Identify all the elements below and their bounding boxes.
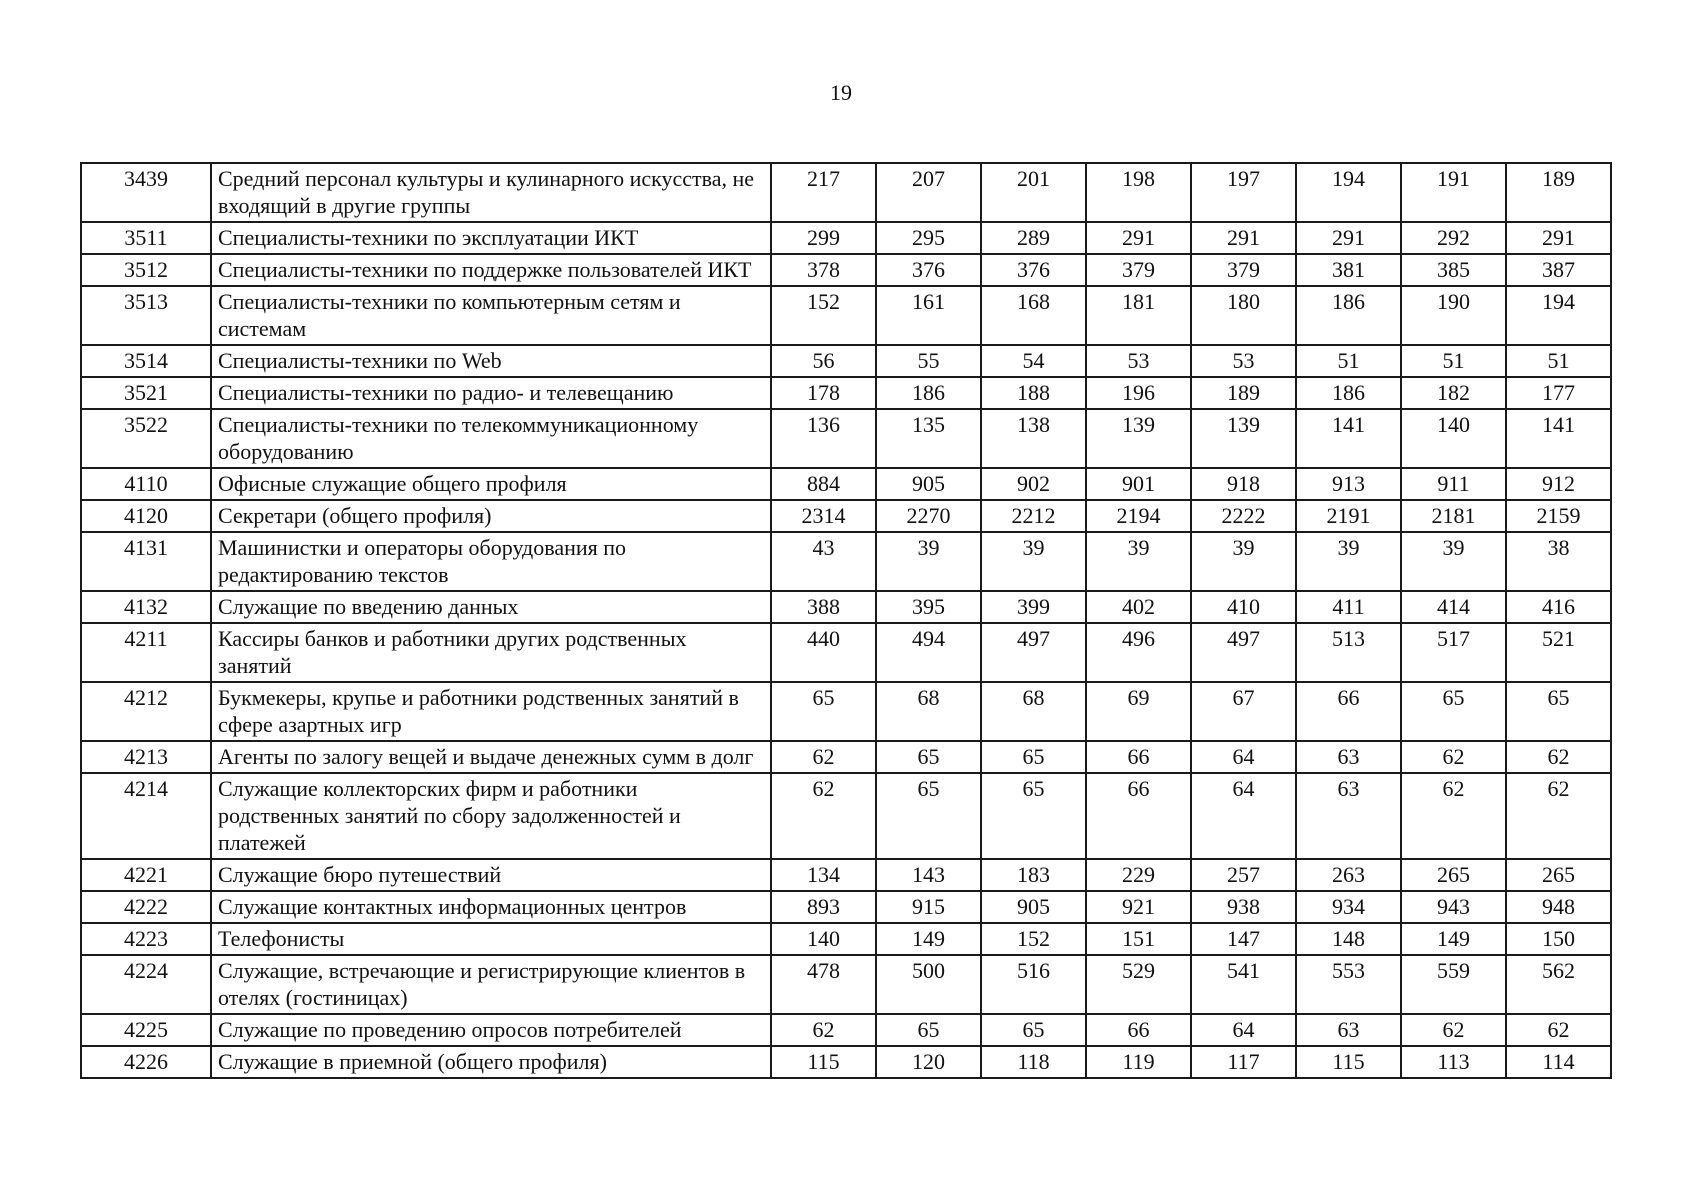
value-cell: 190 [1401, 286, 1506, 345]
occupation-name-cell: Специалисты-техники по эксплуатации ИКТ [211, 222, 771, 254]
value-cell: 194 [1506, 286, 1611, 345]
value-cell: 56 [771, 345, 876, 377]
value-cell: 114 [1506, 1046, 1611, 1078]
occupation-code-cell: 4223 [81, 923, 211, 955]
occupation-code-cell: 3514 [81, 345, 211, 377]
table-row [81, 591, 1611, 623]
table-row [81, 741, 1611, 773]
value-cell: 55 [876, 345, 981, 377]
occupation-name-cell: Кассиры банков и работники других родственных занятий [211, 623, 771, 682]
table-row [81, 955, 1611, 1014]
occupation-code-cell: 4221 [81, 859, 211, 891]
occupation-name-cell: Телефонисты [211, 923, 771, 955]
occupation-code-cell: 4226 [81, 1046, 211, 1078]
value-cell: 901 [1086, 468, 1191, 500]
occupation-name-cell: Агенты по залогу вещей и выдаче денежных сумм в долг [211, 741, 771, 773]
value-cell: 196 [1086, 377, 1191, 409]
value-cell: 905 [981, 891, 1086, 923]
value-cell: 63 [1296, 741, 1401, 773]
value-cell: 65 [876, 741, 981, 773]
occupation-code-cell: 4211 [81, 623, 211, 682]
value-cell: 141 [1506, 409, 1611, 468]
value-cell: 186 [876, 377, 981, 409]
value-cell: 913 [1296, 468, 1401, 500]
value-cell: 494 [876, 623, 981, 682]
value-cell: 140 [771, 923, 876, 955]
value-cell: 51 [1401, 345, 1506, 377]
value-cell: 186 [1296, 286, 1401, 345]
table-row [81, 286, 1611, 345]
value-cell: 62 [1506, 741, 1611, 773]
table-row [81, 163, 1611, 222]
value-cell: 379 [1086, 254, 1191, 286]
value-cell: 516 [981, 955, 1086, 1014]
value-cell: 120 [876, 1046, 981, 1078]
value-cell: 2314 [771, 500, 876, 532]
value-cell: 68 [981, 682, 1086, 741]
value-cell: 53 [1191, 345, 1296, 377]
value-cell: 291 [1506, 222, 1611, 254]
value-cell: 217 [771, 163, 876, 222]
value-cell: 263 [1296, 859, 1401, 891]
value-cell: 115 [771, 1046, 876, 1078]
value-cell: 2181 [1401, 500, 1506, 532]
value-cell: 2222 [1191, 500, 1296, 532]
occupation-code-cell: 4120 [81, 500, 211, 532]
value-cell: 291 [1191, 222, 1296, 254]
value-cell: 378 [771, 254, 876, 286]
table-row [81, 254, 1611, 286]
table-row [81, 1046, 1611, 1078]
value-cell: 191 [1401, 163, 1506, 222]
value-cell: 938 [1191, 891, 1296, 923]
value-cell: 905 [876, 468, 981, 500]
value-cell: 138 [981, 409, 1086, 468]
occupation-code-cell: 4213 [81, 741, 211, 773]
occupation-code-cell: 4225 [81, 1014, 211, 1046]
value-cell: 295 [876, 222, 981, 254]
occupation-code-cell: 4131 [81, 532, 211, 591]
value-cell: 376 [876, 254, 981, 286]
occupation-name-cell: Средний персонал культуры и кулинарного искусства, не входящий в другие группы [211, 163, 771, 222]
value-cell: 915 [876, 891, 981, 923]
value-cell: 541 [1191, 955, 1296, 1014]
value-cell: 119 [1086, 1046, 1191, 1078]
value-cell: 299 [771, 222, 876, 254]
value-cell: 39 [1191, 532, 1296, 591]
occupation-code-cell: 3522 [81, 409, 211, 468]
value-cell: 291 [1296, 222, 1401, 254]
value-cell: 134 [771, 859, 876, 891]
value-cell: 43 [771, 532, 876, 591]
value-cell: 183 [981, 859, 1086, 891]
value-cell: 64 [1191, 1014, 1296, 1046]
value-cell: 387 [1506, 254, 1611, 286]
value-cell: 289 [981, 222, 1086, 254]
value-cell: 943 [1401, 891, 1506, 923]
occupation-name-cell: Служащие контактных информационных центров [211, 891, 771, 923]
value-cell: 64 [1191, 773, 1296, 859]
value-cell: 65 [1506, 682, 1611, 741]
value-cell: 152 [771, 286, 876, 345]
value-cell: 39 [1401, 532, 1506, 591]
value-cell: 376 [981, 254, 1086, 286]
value-cell: 265 [1506, 859, 1611, 891]
value-cell: 53 [1086, 345, 1191, 377]
value-cell: 51 [1506, 345, 1611, 377]
occupation-name-cell: Служащие по проведению опросов потребителей [211, 1014, 771, 1046]
table-row [81, 377, 1611, 409]
value-cell: 188 [981, 377, 1086, 409]
occupation-code-cell: 3513 [81, 286, 211, 345]
value-cell: 39 [981, 532, 1086, 591]
table-row [81, 500, 1611, 532]
value-cell: 118 [981, 1046, 1086, 1078]
value-cell: 63 [1296, 773, 1401, 859]
table-row [81, 773, 1611, 859]
value-cell: 500 [876, 955, 981, 1014]
value-cell: 161 [876, 286, 981, 345]
value-cell: 497 [1191, 623, 1296, 682]
value-cell: 893 [771, 891, 876, 923]
value-cell: 529 [1086, 955, 1191, 1014]
value-cell: 117 [1191, 1046, 1296, 1078]
value-cell: 440 [771, 623, 876, 682]
value-cell: 182 [1401, 377, 1506, 409]
value-cell: 67 [1191, 682, 1296, 741]
occupation-name-cell: Служащие коллекторских фирм и работники родственных занятий по сбору задолженностей и платежей [211, 773, 771, 859]
value-cell: 411 [1296, 591, 1401, 623]
value-cell: 63 [1296, 1014, 1401, 1046]
value-cell: 292 [1401, 222, 1506, 254]
table-row [81, 682, 1611, 741]
value-cell: 381 [1296, 254, 1401, 286]
occupation-name-cell: Секретари (общего профиля) [211, 500, 771, 532]
value-cell: 934 [1296, 891, 1401, 923]
value-cell: 410 [1191, 591, 1296, 623]
table-row [81, 859, 1611, 891]
value-cell: 62 [771, 1014, 876, 1046]
value-cell: 143 [876, 859, 981, 891]
table-row [81, 923, 1611, 955]
value-cell: 496 [1086, 623, 1191, 682]
value-cell: 194 [1296, 163, 1401, 222]
table-row [81, 532, 1611, 591]
value-cell: 113 [1401, 1046, 1506, 1078]
value-cell: 65 [981, 773, 1086, 859]
value-cell: 139 [1191, 409, 1296, 468]
value-cell: 912 [1506, 468, 1611, 500]
occupation-name-cell: Букмекеры, крупье и работники родственных занятий в сфере азартных игр [211, 682, 771, 741]
value-cell: 902 [981, 468, 1086, 500]
occupation-name-cell: Специалисты-техники по Web [211, 345, 771, 377]
value-cell: 416 [1506, 591, 1611, 623]
occupation-name-cell: Офисные служащие общего профиля [211, 468, 771, 500]
occupation-name-cell: Машинистки и операторы оборудования по редактированию текстов [211, 532, 771, 591]
value-cell: 66 [1086, 741, 1191, 773]
value-cell: 291 [1086, 222, 1191, 254]
value-cell: 62 [1401, 741, 1506, 773]
value-cell: 2159 [1506, 500, 1611, 532]
value-cell: 62 [771, 741, 876, 773]
value-cell: 152 [981, 923, 1086, 955]
table-row [81, 222, 1611, 254]
value-cell: 197 [1191, 163, 1296, 222]
value-cell: 181 [1086, 286, 1191, 345]
value-cell: 64 [1191, 741, 1296, 773]
value-cell: 62 [1401, 773, 1506, 859]
value-cell: 2191 [1296, 500, 1401, 532]
value-cell: 136 [771, 409, 876, 468]
value-cell: 51 [1296, 345, 1401, 377]
value-cell: 521 [1506, 623, 1611, 682]
occupation-name-cell: Специалисты-техники по компьютерным сетям и системам [211, 286, 771, 345]
value-cell: 65 [981, 741, 1086, 773]
value-cell: 186 [1296, 377, 1401, 409]
value-cell: 147 [1191, 923, 1296, 955]
value-cell: 135 [876, 409, 981, 468]
value-cell: 921 [1086, 891, 1191, 923]
value-cell: 66 [1086, 1014, 1191, 1046]
value-cell: 115 [1296, 1046, 1401, 1078]
value-cell: 189 [1191, 377, 1296, 409]
value-cell: 257 [1191, 859, 1296, 891]
value-cell: 65 [771, 682, 876, 741]
value-cell: 66 [1086, 773, 1191, 859]
value-cell: 168 [981, 286, 1086, 345]
value-cell: 62 [1401, 1014, 1506, 1046]
occupation-code-cell: 3511 [81, 222, 211, 254]
value-cell: 178 [771, 377, 876, 409]
value-cell: 379 [1191, 254, 1296, 286]
value-cell: 399 [981, 591, 1086, 623]
occupation-name-cell: Специалисты-техники по радио- и телевещанию [211, 377, 771, 409]
value-cell: 201 [981, 163, 1086, 222]
occupation-name-cell: Служащие, встречающие и регистрирующие клиентов в отелях (гостиницах) [211, 955, 771, 1014]
occupation-code-cell: 3512 [81, 254, 211, 286]
value-cell: 497 [981, 623, 1086, 682]
value-cell: 62 [771, 773, 876, 859]
table-row [81, 1014, 1611, 1046]
occupation-code-cell: 4224 [81, 955, 211, 1014]
value-cell: 65 [1401, 682, 1506, 741]
value-cell: 65 [876, 1014, 981, 1046]
value-cell: 62 [1506, 1014, 1611, 1046]
value-cell: 918 [1191, 468, 1296, 500]
value-cell: 54 [981, 345, 1086, 377]
value-cell: 414 [1401, 591, 1506, 623]
value-cell: 149 [876, 923, 981, 955]
value-cell: 513 [1296, 623, 1401, 682]
value-cell: 149 [1401, 923, 1506, 955]
value-cell: 517 [1401, 623, 1506, 682]
table-row [81, 623, 1611, 682]
value-cell: 388 [771, 591, 876, 623]
value-cell: 562 [1506, 955, 1611, 1014]
value-cell: 189 [1506, 163, 1611, 222]
occupation-code-cell: 4214 [81, 773, 211, 859]
value-cell: 884 [771, 468, 876, 500]
value-cell: 177 [1506, 377, 1611, 409]
value-cell: 39 [1086, 532, 1191, 591]
occupation-code-cell: 3521 [81, 377, 211, 409]
value-cell: 151 [1086, 923, 1191, 955]
value-cell: 65 [981, 1014, 1086, 1046]
value-cell: 478 [771, 955, 876, 1014]
value-cell: 148 [1296, 923, 1401, 955]
occupation-code-cell: 4132 [81, 591, 211, 623]
value-cell: 180 [1191, 286, 1296, 345]
value-cell: 948 [1506, 891, 1611, 923]
value-cell: 39 [876, 532, 981, 591]
value-cell: 2212 [981, 500, 1086, 532]
occupation-name-cell: Служащие в приемной (общего профиля) [211, 1046, 771, 1078]
value-cell: 66 [1296, 682, 1401, 741]
value-cell: 68 [876, 682, 981, 741]
value-cell: 150 [1506, 923, 1611, 955]
table-row [81, 345, 1611, 377]
occupation-name-cell: Специалисты-техники по поддержке пользователей ИКТ [211, 254, 771, 286]
value-cell: 62 [1506, 773, 1611, 859]
occupation-name-cell: Служащие бюро путешествий [211, 859, 771, 891]
value-cell: 229 [1086, 859, 1191, 891]
table-row [81, 891, 1611, 923]
value-cell: 69 [1086, 682, 1191, 741]
table-row [81, 468, 1611, 500]
occupation-name-cell: Специалисты-техники по телекоммуникационному оборудованию [211, 409, 771, 468]
value-cell: 385 [1401, 254, 1506, 286]
value-cell: 265 [1401, 859, 1506, 891]
value-cell: 65 [876, 773, 981, 859]
occupation-table [80, 162, 1612, 1079]
value-cell: 38 [1506, 532, 1611, 591]
occupation-name-cell: Служащие по введению данных [211, 591, 771, 623]
value-cell: 2270 [876, 500, 981, 532]
value-cell: 402 [1086, 591, 1191, 623]
value-cell: 395 [876, 591, 981, 623]
value-cell: 139 [1086, 409, 1191, 468]
value-cell: 911 [1401, 468, 1506, 500]
occupation-code-cell: 4110 [81, 468, 211, 500]
value-cell: 39 [1296, 532, 1401, 591]
occupation-code-cell: 3439 [81, 163, 211, 222]
value-cell: 553 [1296, 955, 1401, 1014]
value-cell: 2194 [1086, 500, 1191, 532]
table-row [81, 409, 1611, 468]
value-cell: 141 [1296, 409, 1401, 468]
value-cell: 559 [1401, 955, 1506, 1014]
table-body [81, 163, 1611, 1078]
page-number: 19 [830, 80, 852, 105]
value-cell: 198 [1086, 163, 1191, 222]
occupation-code-cell: 4212 [81, 682, 211, 741]
value-cell: 140 [1401, 409, 1506, 468]
value-cell: 207 [876, 163, 981, 222]
occupation-code-cell: 4222 [81, 891, 211, 923]
